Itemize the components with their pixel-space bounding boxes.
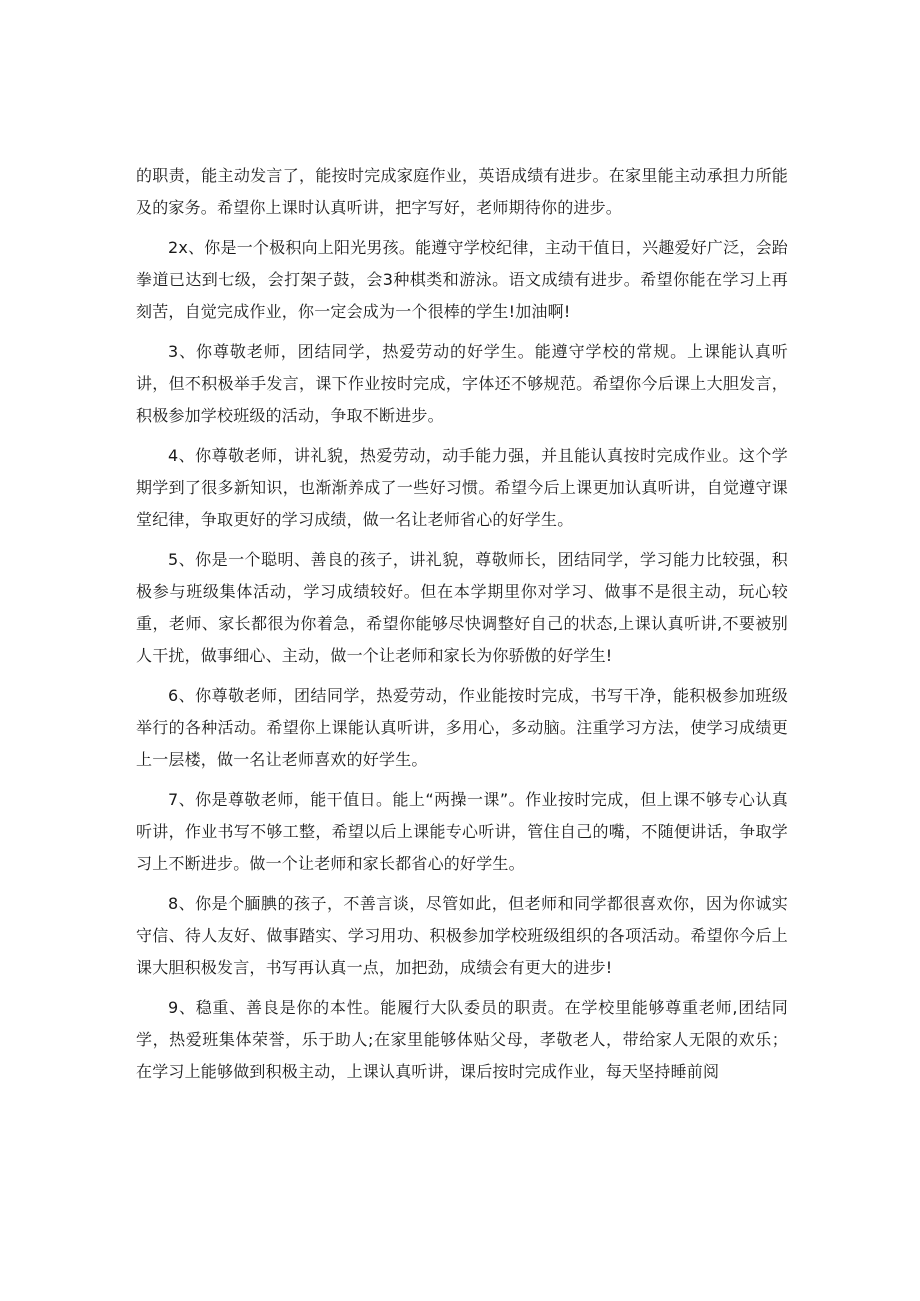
paragraph-comment-6: 6、你尊敬老师，团结同学，热爱劳动，作业能按时完成，书写干净，能积极参加班级举行的各种活动。希望你上课能认真听讲，多用心，多动脑。注重学习方法，使学习成绩更上一层楼，做一名让老师喜欢的好学生。 (136, 686, 788, 769)
document-body (136, 160, 788, 1096)
paragraph-comment-5: 5、你是一个聪明、善良的孩子，讲礼貌，尊敬师长，团结同学，学习能力比较强，积极参与班级集体活动，学习成绩较好。但在本学期里你对学习、做事不是很主动，玩心较重，老师、家长都很为你着急，希望你能够尽快调整好自己的状态,上课认真听讲,不要被别人干扰，做事细心、主动，做一个让老师和家长为你骄傲的好学生! (136, 550, 788, 665)
paragraph-comment-3: 3、你尊敬老师，团结同学，热爱劳动的好学生。能遵守学校的常规。上课能认真听讲，但不积极举手发言，课下作业按时完成，字体还不够规范。希望你今后课上大胆发言，积极参加学校班级的活动，争取不断进步。 (136, 342, 788, 425)
paragraph-continuation: 的职责，能主动发言了，能按时完成家庭作业，英语成绩有进步。在家里能主动承担力所能及的家务。希望你上课时认真听讲，把字写好，老师期待你的进步。 (136, 166, 788, 217)
paragraph-comment-9: 9、稳重、善良是你的本性。能履行大队委员的职责。在学校里能够尊重老师,团结同学，热爱班集体荣誉，乐于助人;在家里能够体贴父母，孝敬老人，带给家人无限的欢乐；在学习上能够做到积极主动，上课认真听讲，课后按时完成作业，每天坚持睡前阅 (136, 998, 788, 1081)
paragraph-comment-4: 4、你尊敬老师，讲礼貌，热爱劳动，动手能力强，并且能认真按时完成作业。这个学期学到了很多新知识，也渐渐养成了一些好习惯。希望今后上课更加认真听讲，自觉遵守课堂纪律，争取更好的学习成绩，做一名让老师省心的好学生。 (136, 446, 788, 529)
paragraph-comment-7: 7、你是尊敬老师，能干值日。能上“两操一课”。作业按时完成，但上课不够专心认真听讲，作业书写不够工整，希望以后上课能专心听讲，管住自己的嘴，不随便讲话，争取学习上不断进步。做一个让老师和家长都省心的好学生。 (136, 790, 788, 873)
paragraph-comment-8: 8、你是个腼腆的孩子，不善言谈，尽管如此，但老师和同学都很喜欢你，因为你诚实守信、待人友好、做事踏实、学习用功、积极参加学校班级组织的各项活动。希望你今后上课大胆积极发言，书写再认真一点，加把劲，成绩会有更大的进步! (136, 894, 788, 977)
paragraph-comment-2x: 2x、你是一个极积向上阳光男孩。能遵守学校纪律，主动干值日，兴趣爱好广泛，会跆拳道已达到七级，会打架子鼓，会3种棋类和游泳。语文成绩有进步。希望你能在学习上再刻苦，自觉完成作业，你一定会成为一个很棒的学生!加油啊! (136, 238, 788, 321)
